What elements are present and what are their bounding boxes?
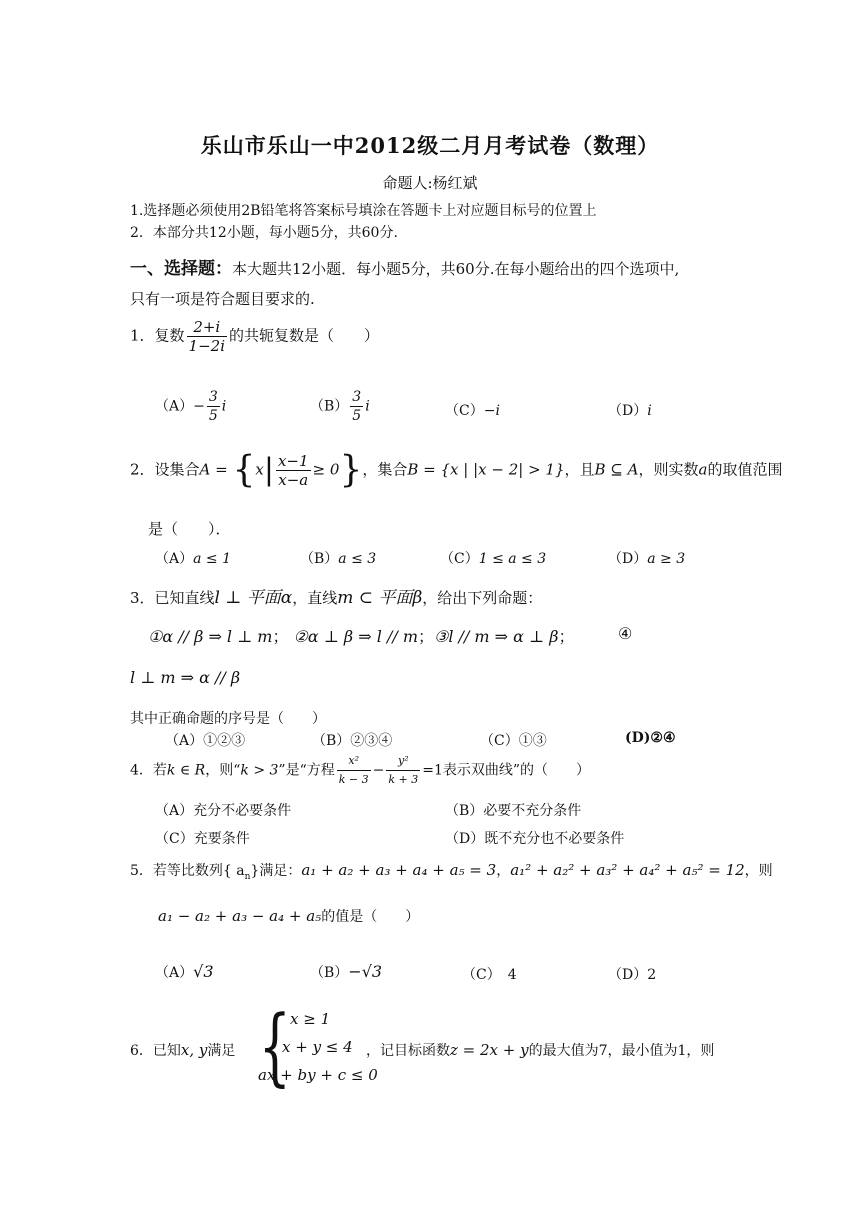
q5-option-c: （C） 4 bbox=[462, 967, 517, 983]
q3-prop-4: l ⊥ m ⇒ α // β bbox=[130, 668, 241, 687]
q3-prefix: 3．已知直线 bbox=[130, 589, 215, 607]
q4-tail: 表示双曲线”的（ ） bbox=[442, 762, 591, 779]
q6-prefix-line bbox=[130, 1040, 235, 1060]
q2-set-a-num: x−1 bbox=[277, 452, 309, 470]
q3-ask: 其中正确命题的序号是（ ） bbox=[130, 711, 326, 727]
q1-option-d-label: （D） bbox=[608, 403, 648, 419]
q1-frac-den: 1−2i bbox=[188, 337, 225, 355]
q6-tail: ，记目标函数 bbox=[366, 1043, 450, 1059]
q2-option-a-value: a ≤ 1 bbox=[193, 551, 232, 567]
q1-prefix: 1．复数 bbox=[130, 326, 185, 345]
q1-option-b-i: i bbox=[365, 398, 370, 415]
q1-option-c-value: −i bbox=[483, 403, 500, 419]
q2-var-a: a bbox=[698, 460, 708, 479]
q2-line-2: 是（ ）． bbox=[148, 520, 231, 538]
q4-minus: − bbox=[372, 762, 385, 779]
q3-part1: l ⊥ 平面α bbox=[214, 588, 293, 608]
author-line: 命题人:杨红斌 bbox=[382, 174, 478, 192]
q2-option-b bbox=[300, 548, 376, 568]
q1-option-d bbox=[608, 400, 652, 420]
question-1 bbox=[130, 318, 379, 355]
q5-eq2: a₁² + a₂² + a₃² + a₄² + a₅² = 12 bbox=[510, 861, 745, 879]
q5-option-d: （D）2 bbox=[608, 967, 657, 983]
q5-option-a bbox=[155, 962, 214, 982]
q1-option-b bbox=[310, 388, 370, 425]
q4-cond: k > 3 bbox=[240, 762, 279, 779]
q3-sep-3: ； bbox=[558, 627, 575, 646]
q5-mid: }满足： bbox=[250, 863, 302, 879]
q2-tail: ，则实数 bbox=[638, 460, 699, 479]
q4-mid: ，则“ bbox=[205, 762, 241, 779]
q4-eq: =1 bbox=[422, 762, 443, 779]
q5-option-a-value: √3 bbox=[193, 962, 214, 981]
q5-option-b-value: −√3 bbox=[348, 962, 383, 981]
q2-option-d bbox=[608, 548, 685, 568]
q4-option-b: （B）必要不充分条件 bbox=[445, 803, 582, 819]
q4-frac1-den: k − 3 bbox=[338, 773, 369, 786]
q6-vars: x, y bbox=[180, 1041, 208, 1059]
q4-option-a: （A）充分不必要条件 bbox=[155, 803, 292, 819]
question-3 bbox=[130, 583, 542, 608]
q2-option-d-value: a ≥ 3 bbox=[647, 551, 686, 567]
q5-option-a-label: （A） bbox=[155, 965, 194, 981]
q3-option-a: （A）①②③ bbox=[165, 733, 246, 749]
q4-frac1-num: x² bbox=[337, 752, 371, 771]
q3-sep-2: ； bbox=[417, 627, 434, 646]
q5-sub-n: n bbox=[244, 871, 251, 882]
q6-prefix: 6．已知 bbox=[130, 1043, 181, 1059]
q2-mid2: ，且 bbox=[564, 460, 595, 479]
q3-part2: m ⊂ 平面β bbox=[337, 588, 423, 608]
q6-func: z = 2x + y bbox=[450, 1041, 529, 1059]
section-heading-line bbox=[130, 254, 679, 279]
q6-cond-3: ax + by + c ≤ 0 bbox=[258, 1066, 378, 1084]
section-desc-2: 只有一项是符合题目要求的. bbox=[130, 290, 315, 308]
q1-option-a-i: i bbox=[221, 398, 227, 415]
q4-frac2-num: y² bbox=[386, 752, 420, 771]
q2-option-b-value: a ≤ 3 bbox=[338, 551, 377, 567]
q4-frac2-den: k + 3 bbox=[388, 773, 419, 786]
q5-comma: ， bbox=[496, 863, 511, 879]
question-4 bbox=[130, 752, 590, 789]
q5-expr: a₁ − a₂ + a₃ − a₄ + a₅ bbox=[158, 907, 322, 925]
q1-option-d-value: i bbox=[647, 403, 652, 419]
q1-option-a-num: 3 bbox=[208, 389, 218, 405]
q3-option-c: （C）①③ bbox=[480, 733, 547, 749]
q2-option-b-label: （B） bbox=[300, 551, 339, 567]
note-1: 1.选择题必须使用2B铅笔将答案标号填涂在答题卡上对应题目标号的位置上 bbox=[130, 203, 597, 219]
q1-fraction bbox=[187, 318, 227, 355]
q1-option-b-num: 3 bbox=[352, 389, 362, 405]
q5-eq1: a₁ + a₂ + a₃ + a₄ + a₅ = 3 bbox=[301, 861, 497, 879]
q3-prop-1: ①α // β ⇒ l ⊥ m bbox=[148, 627, 273, 646]
section-desc-1: 本大题共12小题．每小题5分，共60分.在每小题给出的四个选项中, bbox=[232, 260, 680, 278]
q2-option-c-label: （C） bbox=[440, 551, 479, 567]
q3-sep-1: ； bbox=[272, 627, 289, 646]
q2-set-a-x: x bbox=[255, 460, 264, 479]
q4-option-c: （C）充要条件 bbox=[155, 831, 250, 847]
q3-prop-4-label: ④ bbox=[618, 624, 633, 643]
q2-option-c-value: 1 ≤ a ≤ 3 bbox=[478, 551, 547, 567]
q1-option-a-sign: − bbox=[193, 398, 205, 415]
question-2: 2．设集合A = {x| $\frac{x-1}{x-a}$ ≥ 0}，集合B = {x | |x − 2| > 1}，且B ⊆ A，则实数a的取值范围 bbox=[130, 449, 783, 491]
q5-option-b bbox=[310, 962, 382, 982]
q3-option-b: （B）②③④ bbox=[312, 733, 393, 749]
q2-tail2: 的取值范围 bbox=[707, 460, 783, 479]
q3-prop-3: ③l // m ⇒ α ⊥ β bbox=[434, 627, 559, 646]
q1-option-c-label: （C） bbox=[445, 403, 484, 419]
q6-tail2: 的最大值为7，最小值为1，则 bbox=[528, 1043, 715, 1059]
q2-subset: B ⊆ A bbox=[594, 460, 639, 479]
q6-brace: { bbox=[258, 997, 291, 1095]
q2-set-a-cond: ≥ 0 bbox=[312, 460, 340, 479]
q2-set-a-lhs: A = bbox=[199, 460, 233, 479]
q6-cond-2: x + y ≤ 4 bbox=[282, 1038, 353, 1056]
q1-suffix: 的共轭复数是（ ） bbox=[229, 326, 380, 345]
question-5 bbox=[130, 860, 773, 882]
q3-mid: ，直线 bbox=[292, 589, 338, 607]
section-heading: 一、选择题： bbox=[130, 259, 232, 279]
q3-option-d: (D)②④ bbox=[625, 730, 676, 746]
q1-option-c bbox=[445, 400, 500, 420]
q2-option-d-label: （D） bbox=[608, 551, 648, 567]
page-title: 乐山市乐山一中2012级二月月考试卷（数理） bbox=[200, 133, 660, 158]
q1-option-b-den: 5 bbox=[352, 408, 362, 424]
q1-option-a-den: 5 bbox=[208, 408, 218, 424]
q2-set-b: B = {x | |x − 2| > 1} bbox=[407, 460, 565, 479]
q6-mid: 满足 bbox=[207, 1043, 236, 1059]
q3-prop-2: ②α ⊥ β ⇒ l // m bbox=[293, 627, 418, 646]
q1-option-a bbox=[155, 388, 226, 425]
q5-prefix: 5．若等比数列{ a bbox=[130, 863, 245, 879]
q2-option-c bbox=[440, 548, 546, 568]
q4-option-d: （D）既不充分也不必要条件 bbox=[445, 831, 625, 847]
q1-option-b-label: （B） bbox=[310, 398, 349, 415]
q2-option-a bbox=[155, 548, 231, 568]
q2-set-a-den: x−a bbox=[278, 471, 309, 489]
q5-tail2: 的值是（ ） bbox=[321, 909, 420, 925]
q1-frac-num: 2+i bbox=[187, 318, 227, 337]
q4-prefix: 4．若 bbox=[130, 762, 167, 779]
q4-k-in-r: k ∈ R bbox=[166, 762, 206, 779]
q6-tail-line bbox=[366, 1040, 714, 1060]
note-2: 2．本部分共12小题，每小题5分，共60分. bbox=[130, 225, 398, 241]
q2-option-a-label: （A） bbox=[155, 551, 194, 567]
q3-propositions bbox=[148, 624, 574, 647]
q2-mid: ，集合 bbox=[362, 460, 408, 479]
q6-cond-1: x ≥ 1 bbox=[290, 1010, 331, 1028]
q5-line-2 bbox=[158, 906, 419, 926]
q3-tail: ，给出下列命题： bbox=[422, 589, 543, 607]
q2-prefix: 2．设集合 bbox=[130, 460, 200, 479]
q4-mid2: ”是“方程 bbox=[278, 762, 335, 779]
q1-option-a-label: （A） bbox=[155, 398, 194, 415]
q5-option-b-label: （B） bbox=[310, 965, 349, 981]
q5-tail: ，则 bbox=[744, 863, 773, 879]
